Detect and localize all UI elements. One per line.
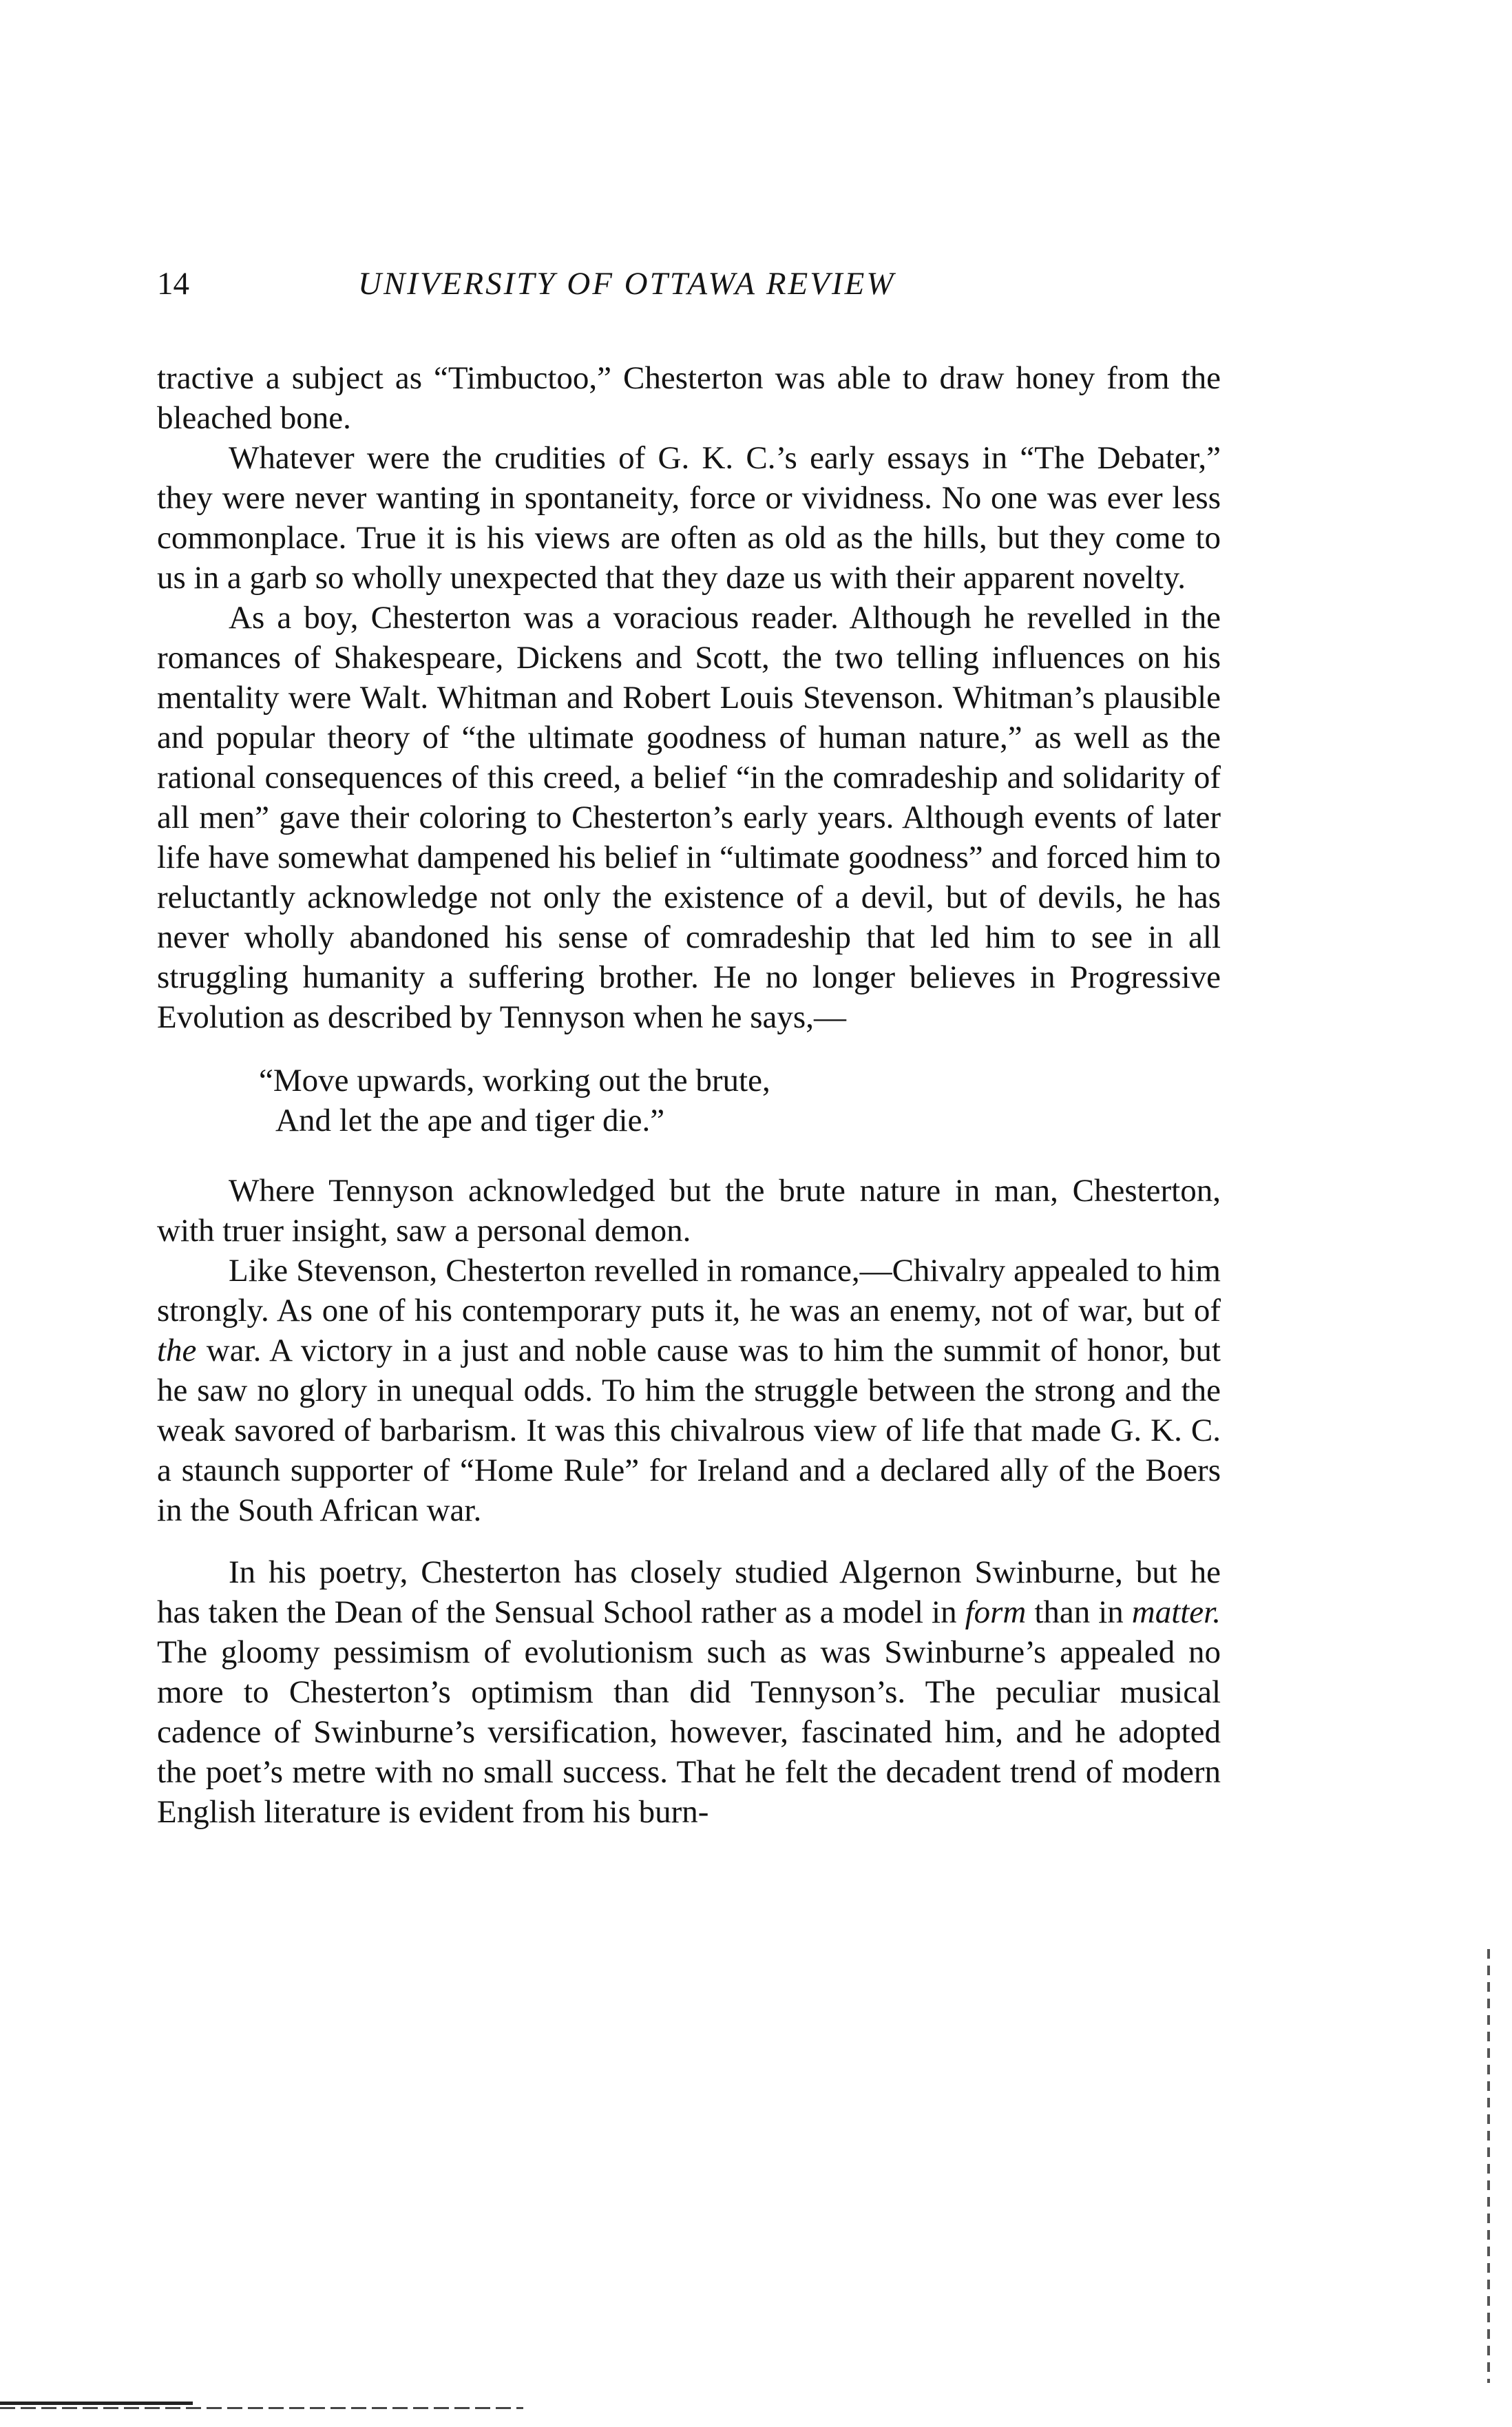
poetry-italic-matter: matter.: [1131, 1594, 1221, 1630]
paragraph-timbuctoo: tractive a subject as “Timbuctoo,” Chesterton was able to draw honey from the bleached bone.: [157, 360, 1221, 436]
page-number: 14: [157, 266, 189, 302]
paragraph-poetry: [157, 1552, 1221, 1832]
chivalry-text-1: Like Stevenson, Chesterton revelled in romance,—Chivalry appealed to him strongly. As one of his contemporary puts it, he was an enemy, not of war, but of: [157, 1253, 1221, 1329]
journal-title: UNIVERSITY OF OTTAWA REVIEW: [358, 266, 896, 302]
paragraph-debater: Whatever were the crudities of G. K. C.’s early essays in “The Debater,” they were never wanting in spontaneity, force or vividness. No one was ever less commonplace. True it is his views are often as old as the hills, but they come to us in a garb so wholly unexpected that they daze us with their apparent novelty.: [157, 440, 1221, 596]
paragraph-chivalry: [157, 1251, 1221, 1530]
chivalry-text-2: war. A victory in a just and noble cause was to him the summit of honor, but he saw no glory in unequal odds. To him the struggle between the strong and the weak savored of barbarism. It was this chivalrous view of life that made G. K. C. a staunch supporter of “Home Rule” for Ireland and a declared ally of the Boers in the South African war.: [157, 1333, 1221, 1528]
paragraph-tennyson: Where Tennyson acknowledged but the brute nature in man, Chesterton, with truer insight, saw a personal demon.: [157, 1173, 1221, 1249]
paragraph-influences: As a boy, Chesterton was a voracious reader. Although he revelled in the romances of Shakespeare, Dickens and Scott, the two telling influences on his mentality were Walt. Whitman and Robert Louis Stevenson. Whitman’s plausible and popular theory of “the ultimate goodness of human nature,” as well as the rational consequences of this creed, a belief “in the comradeship and solidarity of all men” gave their coloring to Chesterton’s early years. Although events of later life have somewhat dampened his belief in “ultimate goodness” and forced him to reluctantly acknowledge not only the existence of a devil, but of devils, he has never wholly abandoned his sense of comradeship that led him to see in all struggling humanity a suffering brother. He no longer believes in Progressive Evolution as described by Tennyson when he says,—: [157, 600, 1221, 1035]
poetry-text-3: The gloomy pessimism of evolutionism such as was Swinburne’s appealed no more to Chesterton’s optimism than did Tennyson’s. The peculiar musical cadence of Swinburne’s versification, however, fascinated him, and he adopted the poet’s metre with no small success. That he felt the decadent trend of modern English literature is evident from his burn-: [157, 1634, 1221, 1830]
quote-line-2: And let the ape and tiger die.”: [275, 1103, 665, 1138]
article-body: [157, 358, 1221, 1832]
poetry-text-2: than in: [1026, 1594, 1132, 1630]
poetry-italic-form: form: [965, 1594, 1027, 1630]
chivalry-italic: the: [157, 1333, 197, 1368]
page-edge-mark: [1487, 1949, 1490, 2383]
bottom-rule-thick: [0, 2402, 193, 2405]
quote-line-1: “Move upwards, working out the brute,: [259, 1063, 770, 1098]
tennyson-quote: [259, 1061, 1221, 1140]
poetry-text-1: In his poetry, Chesterton has closely studied Algernon Swinburne, but he has taken the Dean of the Sensual School rather as a model in: [157, 1554, 1221, 1630]
bottom-scan-rule: [0, 2402, 523, 2410]
running-head: [157, 256, 1231, 311]
bottom-rule-thin: [0, 2407, 523, 2409]
